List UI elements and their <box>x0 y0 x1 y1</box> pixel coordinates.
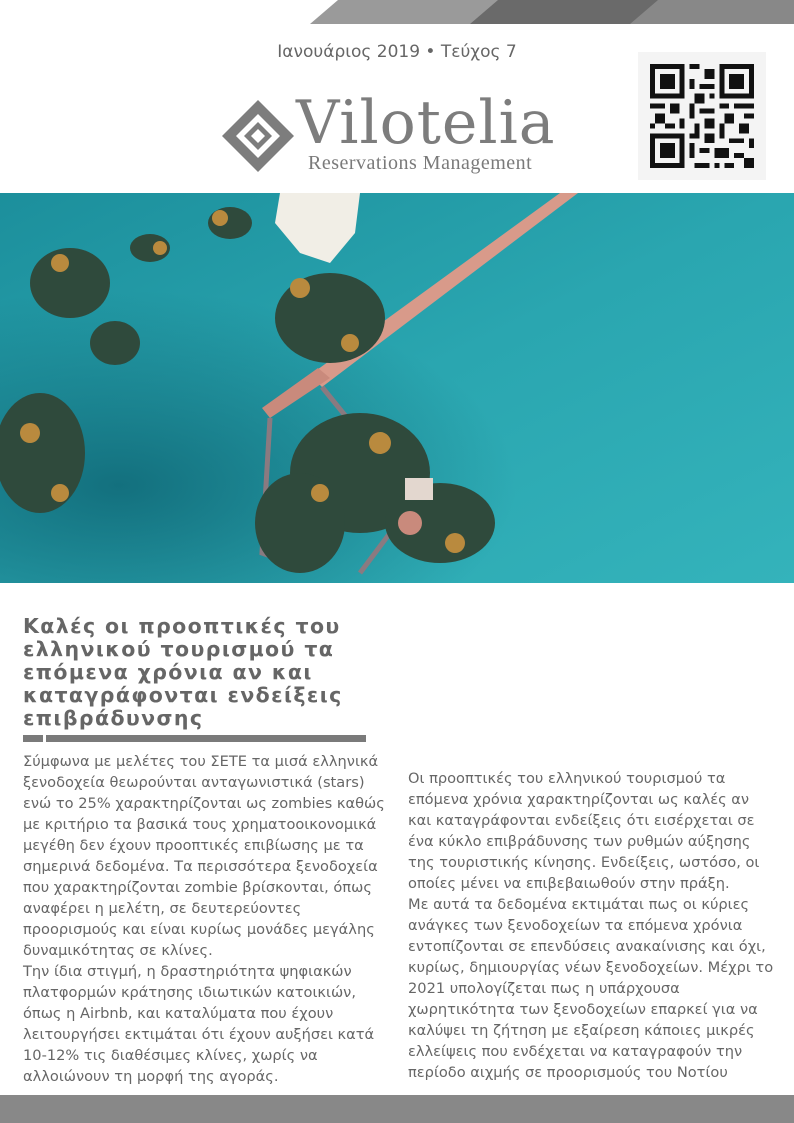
header-stripes <box>310 0 794 24</box>
headline-rule <box>23 735 366 742</box>
paragraph: Την ίδια στιγμή, η δραστηριότητα ψηφιακών πλατφορμών κράτησης ιδιωτικών κατοικιών, όπως η Airbnb, και καταλύματα που έχουν λειτουργήσει εκτιμάται ότι έχουν αυξήσει κατά 10-12% τις διαθέσιμες κλίνες, χωρίς να αλλοιώνουν τη μορφή της αγοράς. <box>23 963 375 1085</box>
article-column-right <box>408 768 776 1083</box>
qr-code-icon <box>650 64 754 168</box>
paragraph: Σύμφωνα με μελέτες του ΣΕΤΕ τα μισά ελληνικά ξενοδοχεία θεωρούνται ανταγωνιστικά (stars) ενώ το 25% χαρακτηρίζονται ως zombies καθώς με κριτήριο τα βασικά τους χρηματοοικονομικά μεγέθη δεν έχουν προοπτικές επιβίωσης με τα σημερινά δεδομένα. Τα περισσότερα ξενοδοχεία που χαρακτηρίζονται zombie βρίσκονται, όπως αναφέρει η μελέτη, σε δευτερεύοντες προορισμούς και είναι κυρίως μονάδες μεγάλης δυναμικότητας σε κλίνες. <box>23 753 385 959</box>
paragraph: Οι προοπτικές του ελληνικού τουρισμού τα επόμενα χρόνια χαρακτηρίζονται ως καλές αν και καταγράφονται ενδείξεις ότι εισέρχεται σε ένα κύκλο επιβράδυνσης των ρυθμών αύξησης της τουριστικής κίνησης. Ενδείξεις, ωστόσο, οι οποίες μένει να επιβεβαιωθούν στην πράξη. <box>408 770 760 892</box>
paragraph: Με αυτά τα δεδομένα εκτιμάται πως οι κύριες ανάγκες των ξενοδοχείων τα επόμενα χρόνια εντοπίζονται σε επενδύσεις ανακαίνισης και όχι, κυρίως, δημιουργίας νέων ξενοδοχείων. Μέχρι το 2021 υπολογίζεται πως η υπάρχουσα χωρητικότητα των ξενοδοχείων επαρκεί για να καλύψει τη ζήτηση με εξαίρεση κάποιες μικρές ελλείψεις που ενδέχεται να καταγραφούν την περίοδο αιχμής σε προορισμούς του Νοτίου <box>408 896 774 1081</box>
article-column-left <box>23 751 391 1087</box>
footer-bar <box>0 1095 794 1123</box>
logo-name: Vilotelia <box>296 88 556 158</box>
diamond-logo-icon <box>220 98 296 174</box>
brand-logo <box>218 88 558 182</box>
logo-subtitle: Reservations Management <box>308 152 533 174</box>
hero-image <box>0 193 794 583</box>
issue-line: Ιανουάριος 2019 • Τεύχος 7 <box>277 42 517 62</box>
qr-code[interactable] <box>638 52 766 180</box>
article-headline: Καλές οι προοπτικές του ελληνικού τουρισμού τα επόμενα χρόνια αν και καταγράφονται ενδείξεις επιβράδυνσης <box>23 614 343 730</box>
